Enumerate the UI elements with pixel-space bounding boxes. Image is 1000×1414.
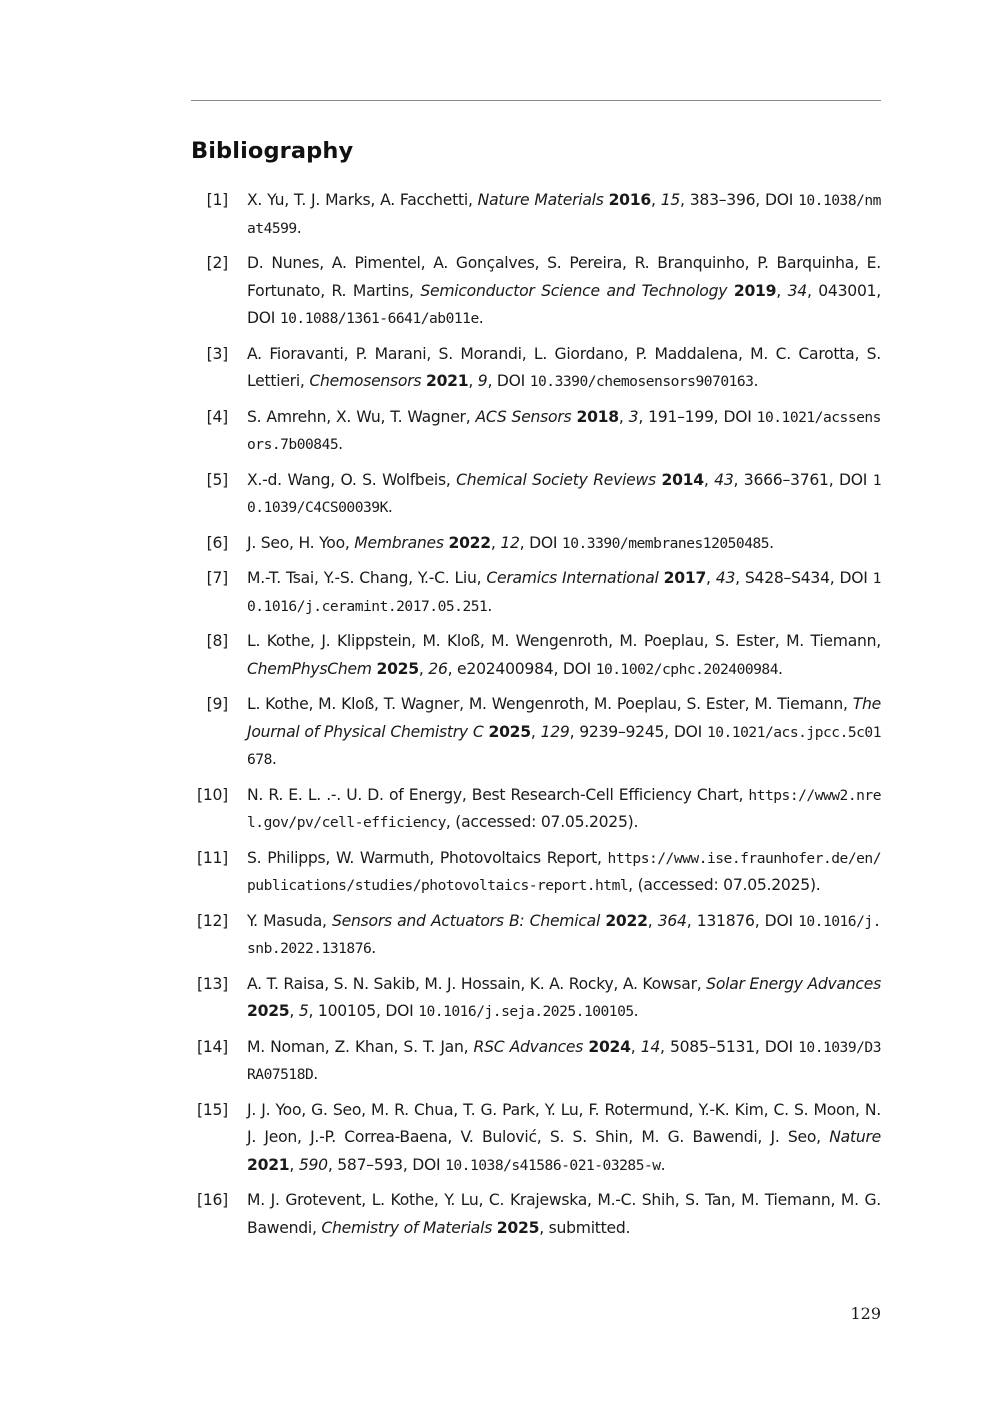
reference-text: L. Kothe, J. Klippstein, M. Kloß, M. Wengenroth, M. Poeplau, S. Ester, M. Tiemann, ChemPhysChem 2025, 26, e202400984, DOI 10.1002/cphc.202400984. xyxy=(247,632,881,678)
header-rule xyxy=(191,100,881,101)
reference-text: J. Seo, H. Yoo, Membranes 2022, 12, DOI 10.3390/membranes12050485. xyxy=(247,533,774,552)
reference-entry xyxy=(191,467,881,522)
reference-pages: , 587–593, DOI xyxy=(327,1155,441,1174)
reference-number: [12] xyxy=(196,911,228,930)
reference-text xyxy=(247,782,881,837)
reference-journal: Membranes xyxy=(354,533,444,552)
reference-end: . xyxy=(769,533,774,552)
reference-number: [5] xyxy=(206,470,228,489)
reference-authors: A. Fioravanti, P. Marani, S. Morandi, L. Giordano, P. Maddalena, M. C. Carotta, S. Lettieri, xyxy=(247,344,881,390)
reference-authors: M.-T. Tsai, Y.-S. Chang, Y.-C. Liu, xyxy=(247,569,482,587)
reference-doi[interactable]: 10.1039/C4CS00039K xyxy=(247,471,881,516)
reference-doi[interactable]: 10.1016/j.seja.2025.100105 xyxy=(418,1003,634,1020)
reference-number: [9] xyxy=(206,695,228,713)
reference-volume: 43 xyxy=(715,569,736,587)
reference-volume: 12 xyxy=(500,533,520,552)
reference-entry xyxy=(191,1097,881,1180)
reference-text: A. T. Raisa, S. N. Sakib, M. J. Hossain, K. A. Rocky, A. Kowsar, Solar Energy Advances 2025, 5, 100105, DOI 10.1016/j.seja.2025.100105. xyxy=(247,974,881,1020)
reference-volume: 9 xyxy=(477,372,488,390)
reference-entry xyxy=(191,565,881,620)
reference-entry xyxy=(191,691,881,774)
reference-year: 2025 xyxy=(488,722,531,741)
reference-year: 2025 xyxy=(247,1002,290,1020)
reference-journal: Solar Energy Advances xyxy=(706,974,881,993)
reference-number: [6] xyxy=(206,533,228,552)
reference-doi[interactable]: 10.1002/cphc.202400984 xyxy=(595,660,778,678)
reference-number: [14] xyxy=(196,1037,228,1056)
reference-end: . xyxy=(371,939,377,957)
reference-journal: Chemical Society Reviews xyxy=(456,470,656,489)
reference-volume: 34 xyxy=(787,281,807,300)
reference-authors: Y. Masuda, xyxy=(247,911,327,930)
reference-authors: J. J. Yoo, G. Seo, M. R. Chua, T. G. Park, Y. Lu, F. Rotermund, Y.-K. Kim, C. S. Moon, N. J. Jeon, J.-P. Correa-Baena, V. Bulović, S. S. Shin, M. G. Bawendi, J. Seo, xyxy=(247,1100,881,1146)
reference-pages: , 9239–9245, DOI xyxy=(569,722,702,741)
reference-text: M. Noman, Z. Khan, S. T. Jan, RSC Advances 2024, 14, 5085–5131, DOI 10.1039/D3RA07518D. xyxy=(247,1037,881,1083)
reference-authors: M. Noman, Z. Khan, S. T. Jan, xyxy=(247,1037,469,1056)
reference-pages: , 131876, DOI xyxy=(686,911,793,930)
reference-end: . xyxy=(778,659,783,678)
reference-text: J. J. Yoo, G. Seo, M. R. Chua, T. G. Park, Y. Lu, F. Rotermund, Y.-K. Kim, C. S. Moon, N. J. Jeon, J.-P. Correa-Baena, V. Bulović, S. S. Shin, M. G. Bawendi, J. Seo, Nature 2021, 590, 587–593, DOI 10.1038/s41586-021-03285-w. xyxy=(247,1100,881,1174)
reference-volume: 590 xyxy=(298,1155,328,1174)
reference-volume: 5 xyxy=(298,1002,309,1020)
reference-pages: , 383–396, DOI xyxy=(680,191,794,209)
reference-doi[interactable]: 10.1016/j.ceramint.2017.05.251 xyxy=(247,570,881,615)
reference-authors: S. Amrehn, X. Wu, T. Wagner, xyxy=(247,407,471,426)
reference-authors: J. Seo, H. Yoo, xyxy=(247,533,350,552)
reference-pages: , e202400984, DOI xyxy=(447,659,591,678)
reference-entry xyxy=(191,341,881,396)
reference-end: . xyxy=(753,372,759,390)
reference-entry xyxy=(191,187,881,242)
reference-entry xyxy=(191,250,881,333)
reference-number: [4] xyxy=(206,407,228,426)
reference-authors: A. T. Raisa, S. N. Sakib, M. J. Hossain, K. A. Rocky, A. Kowsar, xyxy=(247,974,702,993)
reference-journal: Ceramics International xyxy=(486,569,659,587)
reference-volume: 26 xyxy=(428,659,448,678)
reference-authors: D. Nunes, A. Pimentel, A. Gonçalves, S. Pereira, R. Branquinho, P. Barquinha, E. Fortunato, R. Martins, xyxy=(247,254,881,300)
reference-end: . xyxy=(478,309,484,327)
reference-pages: , 043001, DOI xyxy=(247,281,881,327)
reference-journal: Nature Materials xyxy=(477,191,604,209)
reference-pages: , DOI xyxy=(487,372,526,390)
reference-journal: Chemistry of Materials xyxy=(321,1218,493,1237)
reference-doi[interactable]: 10.1038/s41586-021-03285-w xyxy=(445,1156,661,1174)
reference-year: 2024 xyxy=(588,1037,631,1056)
reference-entry xyxy=(191,845,881,900)
reference-authors: L. Kothe, M. Kloß, T. Wagner, M. Wengenroth, M. Poeplau, S. Ester, M. Tiemann, xyxy=(247,695,848,713)
reference-entry xyxy=(191,530,881,558)
reference-number: [7] xyxy=(206,569,228,587)
reference-description: S. Philipps, W. Warmuth, Photovoltaics Report, xyxy=(247,848,602,867)
bibliography-list xyxy=(191,187,881,1250)
reference-year: 2025 xyxy=(496,1218,540,1237)
reference-doi[interactable]: 10.3390/chemosensors9070163 xyxy=(529,373,754,390)
reference-year: 2018 xyxy=(576,407,619,426)
reference-pages: , DOI xyxy=(519,533,558,552)
reference-doi[interactable]: 10.1088/1361-6641/ab011e xyxy=(279,310,479,327)
reference-entry xyxy=(191,908,881,963)
reference-journal: RSC Advances xyxy=(473,1037,584,1056)
reference-entry xyxy=(191,404,881,459)
reference-text: X.-d. Wang, O. S. Wolfbeis, Chemical Society Reviews 2014, 43, 3666–3761, DOI 10.1039/C4CS00039K. xyxy=(247,470,881,516)
reference-text xyxy=(247,1187,881,1242)
reference-year: 2016 xyxy=(608,191,651,209)
reference-volume: 364 xyxy=(657,911,687,930)
reference-doi[interactable]: 10.1039/D3RA07518D xyxy=(247,1038,881,1083)
reference-end: . xyxy=(660,1155,666,1174)
reference-year: 2022 xyxy=(605,911,648,930)
reference-text: M.-T. Tsai, Y.-S. Chang, Y.-C. Liu, Ceramics International 2017, 43, S428–S434, DOI 10.1016/j.ceramint.2017.05.251. xyxy=(247,569,881,615)
reference-entry xyxy=(191,782,881,837)
reference-number: [3] xyxy=(206,344,228,363)
reference-number: [11] xyxy=(196,848,228,867)
reference-doi[interactable]: 10.1016/j.snb.2022.131876 xyxy=(247,912,881,957)
reference-authors: X.-d. Wang, O. S. Wolfbeis, xyxy=(247,470,451,489)
reference-year: 2025 xyxy=(376,659,419,678)
section-heading: Bibliography xyxy=(191,138,354,164)
reference-volume: 3 xyxy=(628,407,639,426)
reference-authors: L. Kothe, J. Klippstein, M. Kloß, M. Wengenroth, M. Poeplau, S. Ester, M. Tiemann, xyxy=(247,632,881,650)
reference-pages: , S428–S434, DOI xyxy=(735,569,868,587)
reference-authors: M. J. Grotevent, L. Kothe, Y. Lu, C. Krajewska, M.-C. Shih, S. Tan, M. Tiemann, M. G. Bawendi, xyxy=(247,1191,881,1237)
reference-end: . xyxy=(338,435,343,453)
reference-number: [10] xyxy=(196,785,228,804)
reference-end: . xyxy=(487,596,493,615)
reference-journal: Semiconductor Science and Technology xyxy=(420,281,728,300)
reference-entry xyxy=(191,628,881,683)
reference-volume: 15 xyxy=(660,191,681,209)
reference-end: . xyxy=(271,750,277,768)
page-number: 129 xyxy=(850,1304,881,1323)
reference-pages: , submitted. xyxy=(539,1218,631,1237)
reference-url[interactable]: https://www.ise.fraunhofer.de/en/publications/studies/photovoltaics-report.html xyxy=(247,849,881,894)
reference-url[interactable]: https://www2.nrel.gov/pv/cell-efficiency xyxy=(247,786,881,831)
reference-text: X. Yu, T. J. Marks, A. Facchetti, Nature Materials 2016, 15, 383–396, DOI 10.1038/nmat4599. xyxy=(247,191,881,237)
reference-pages: , 191–199, DOI xyxy=(638,407,752,426)
reference-journal: The Journal of Physical Chemistry C xyxy=(247,695,881,741)
reference-year: 2022 xyxy=(448,533,491,552)
reference-number: [16] xyxy=(196,1191,228,1209)
reference-number: [15] xyxy=(196,1100,228,1119)
reference-text: Y. Masuda, Sensors and Actuators B: Chemical 2022, 364, 131876, DOI 10.1016/j.snb.2022.131876. xyxy=(247,911,881,957)
reference-number: [2] xyxy=(206,254,228,272)
reference-number: [13] xyxy=(196,974,228,993)
reference-access-date: , (accessed: 07.05.2025). xyxy=(445,813,639,831)
reference-description: N. R. E. L. .-. U. D. of Energy, Best Research-Cell Efficiency Chart, xyxy=(247,785,744,804)
reference-doi[interactable]: 10.1021/acssensors.7b00845 xyxy=(247,408,881,453)
reference-entry xyxy=(191,1034,881,1089)
reference-pages: , 100105, DOI xyxy=(308,1002,414,1020)
reference-journal: Sensors and Actuators B: Chemical xyxy=(332,911,601,930)
reference-volume: 14 xyxy=(640,1037,661,1056)
reference-text xyxy=(247,845,881,900)
reference-end: . xyxy=(387,498,393,516)
reference-entry xyxy=(191,1187,881,1242)
reference-doi[interactable]: 10.1038/nmat4599 xyxy=(247,192,881,237)
reference-number: [1] xyxy=(206,191,228,209)
reference-doi[interactable]: 10.3390/membranes12050485 xyxy=(561,534,770,552)
reference-year: 2014 xyxy=(661,470,704,489)
reference-doi[interactable]: 10.1021/acs.jpcc.5c01678 xyxy=(247,723,881,768)
reference-number: [8] xyxy=(206,632,228,650)
reference-text: L. Kothe, M. Kloß, T. Wagner, M. Wengenroth, M. Poeplau, S. Ester, M. Tiemann, The Journal of Physical Chemistry C 2025, 129, 9239–9245, DOI 10.1021/acs.jpcc.5c01678. xyxy=(247,695,881,768)
reference-year: 2021 xyxy=(425,372,469,390)
reference-year: 2021 xyxy=(247,1155,290,1174)
reference-volume: 129 xyxy=(540,722,570,741)
reference-journal: Chemosensors xyxy=(309,372,422,390)
reference-journal: Nature xyxy=(829,1128,881,1146)
reference-access-date: , (accessed: 07.05.2025). xyxy=(628,876,821,894)
reference-pages: , 5085–5131, DOI xyxy=(660,1037,793,1056)
reference-journal: ACS Sensors xyxy=(475,407,572,426)
reference-end: . xyxy=(633,1002,639,1020)
reference-text: S. Amrehn, X. Wu, T. Wagner, ACS Sensors 2018, 3, 191–199, DOI 10.1021/acssensors.7b00845. xyxy=(247,407,881,453)
reference-text: D. Nunes, A. Pimentel, A. Gonçalves, S. Pereira, R. Branquinho, P. Barquinha, E. Fortunato, R. Martins, Semiconductor Science and Technology 2019, 34, 043001, DOI 10.1088/1361-6641/ab011e. xyxy=(247,254,881,327)
reference-pages: , 3666–3761, DOI xyxy=(733,470,868,489)
reference-entry xyxy=(191,971,881,1026)
reference-year: 2017 xyxy=(663,569,707,587)
reference-end: . xyxy=(296,218,302,237)
reference-end: . xyxy=(313,1065,319,1083)
reference-journal: ChemPhysChem xyxy=(247,659,372,678)
reference-authors: X. Yu, T. J. Marks, A. Facchetti, xyxy=(247,191,473,209)
reference-text: A. Fioravanti, P. Marani, S. Morandi, L. Giordano, P. Maddalena, M. C. Carotta, S. Lettieri, Chemosensors 2021, 9, DOI 10.3390/chemosensors9070163. xyxy=(247,344,881,390)
reference-volume: 43 xyxy=(714,470,734,489)
reference-year: 2019 xyxy=(733,281,777,300)
